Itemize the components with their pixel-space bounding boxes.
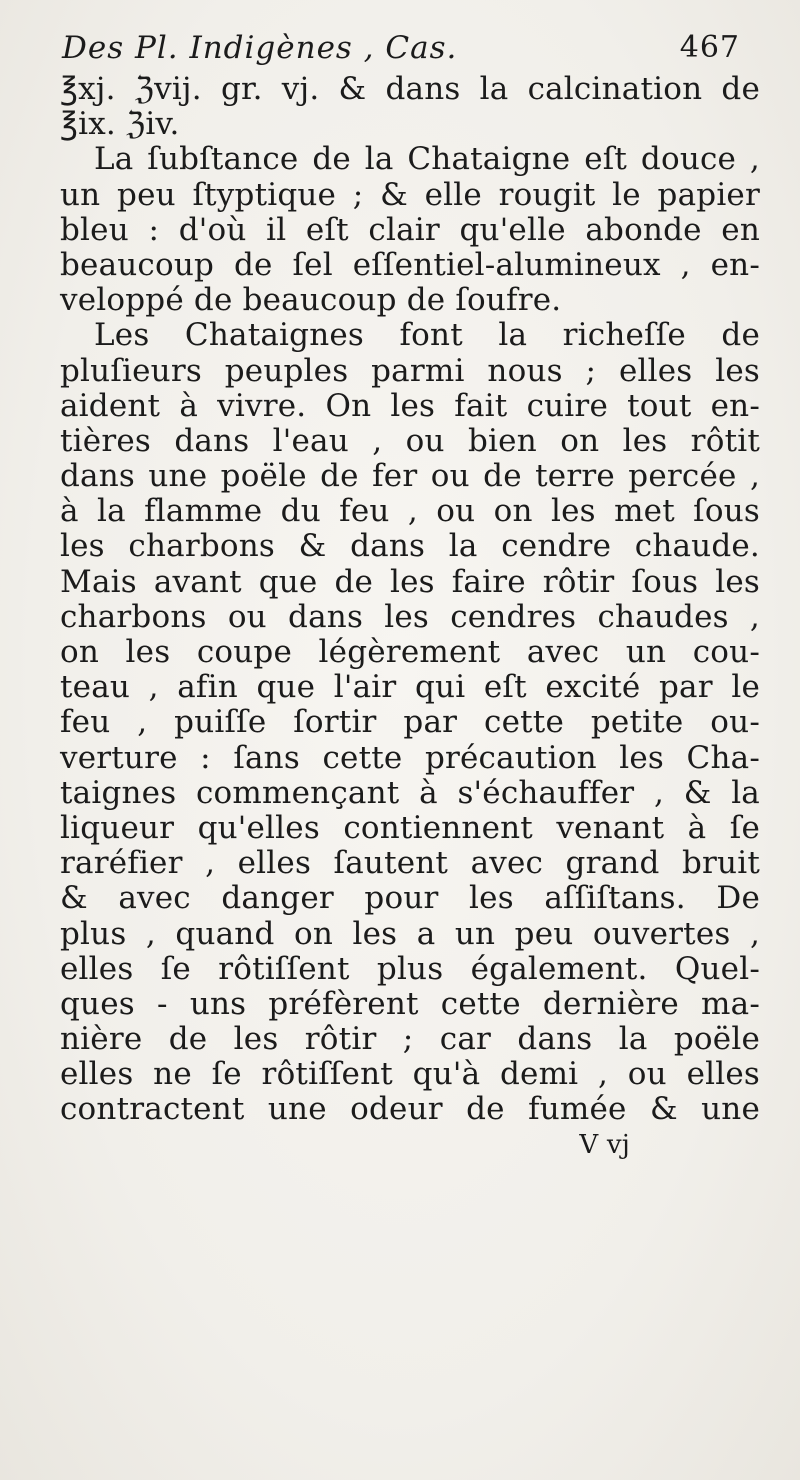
text-line: Mais avant que de les faire rôtir ſous les (60, 563, 760, 600)
text-line: bleu : d'où il eſt clair qu'elle abonde en (60, 211, 760, 248)
text-line: charbons ou dans les cendres chaudes , (60, 598, 760, 635)
text-line: les charbons & dans la cendre chaude. (60, 528, 760, 565)
text-line: elles ne ſe rôtiſſent qu'à demi , ou elles (60, 1056, 760, 1093)
text-line: nière de les rôtir ; car dans la poële (60, 1021, 760, 1058)
running-title: Des Pl. Indigènes , Cas. (62, 30, 458, 66)
text-line: liqueur qu'elles contiennent venant à ſe (60, 809, 760, 846)
text-line: ℥xj. ℨvij. gr. vj. & dans la calcination de (60, 71, 760, 107)
signature-mark: V vj (579, 1129, 630, 1160)
text-line: & avec danger pour les aſſiſtans. De (60, 880, 760, 917)
text-line: beaucoup de ſel eſſentiel-alumineux , en- (60, 246, 760, 283)
page-number: 467 (679, 30, 740, 65)
text-line: à la flamme du feu , ou on les met ſous (60, 493, 760, 530)
text-line: teau , afin que l'air qui eſt excité par le (60, 669, 760, 706)
body-text (60, 72, 760, 1163)
text-line: un peu ſtyptique ; & elle rougit le papier (60, 176, 760, 213)
text-line: Les Chataignes font la richeſſe de (94, 317, 760, 354)
text-line: aident à vivre. On les fait cuire tout en- (60, 387, 760, 424)
text-line: verture : ſans cette précaution les Cha- (60, 739, 760, 776)
text-line: ques - uns préfèrent cette dernière ma- (60, 985, 760, 1022)
text-line: raréfier , elles ſautent avec grand bruit (60, 845, 760, 882)
text-line: taignes commençant à s'échauffer , & la (60, 774, 760, 811)
text-line: contractent une odeur de fumée & une (60, 1091, 760, 1128)
text-line: ℥ix. ℨiv. (60, 106, 180, 143)
text-line: on les coupe légèrement avec un cou- (60, 634, 760, 670)
text-line: La ſubſtance de la Chataigne eſt douce , (94, 141, 760, 178)
text-line: pluſieurs peuples parmi nous ; elles les (60, 352, 760, 389)
text-line: tières dans l'eau , ou bien on les rôtit (60, 422, 760, 459)
text-line: plus , quand on les a un peu ouvertes , (60, 915, 760, 952)
text-line: dans une poële de fer ou de terre percée , (60, 458, 760, 495)
text-line: elles ſe rôtiſſent plus également. Quel- (60, 950, 760, 987)
text-line: veloppé de beaucoup de ſoufre. (60, 282, 562, 319)
text-line: feu , puiſſe ſortir par cette petite ou- (60, 704, 760, 741)
